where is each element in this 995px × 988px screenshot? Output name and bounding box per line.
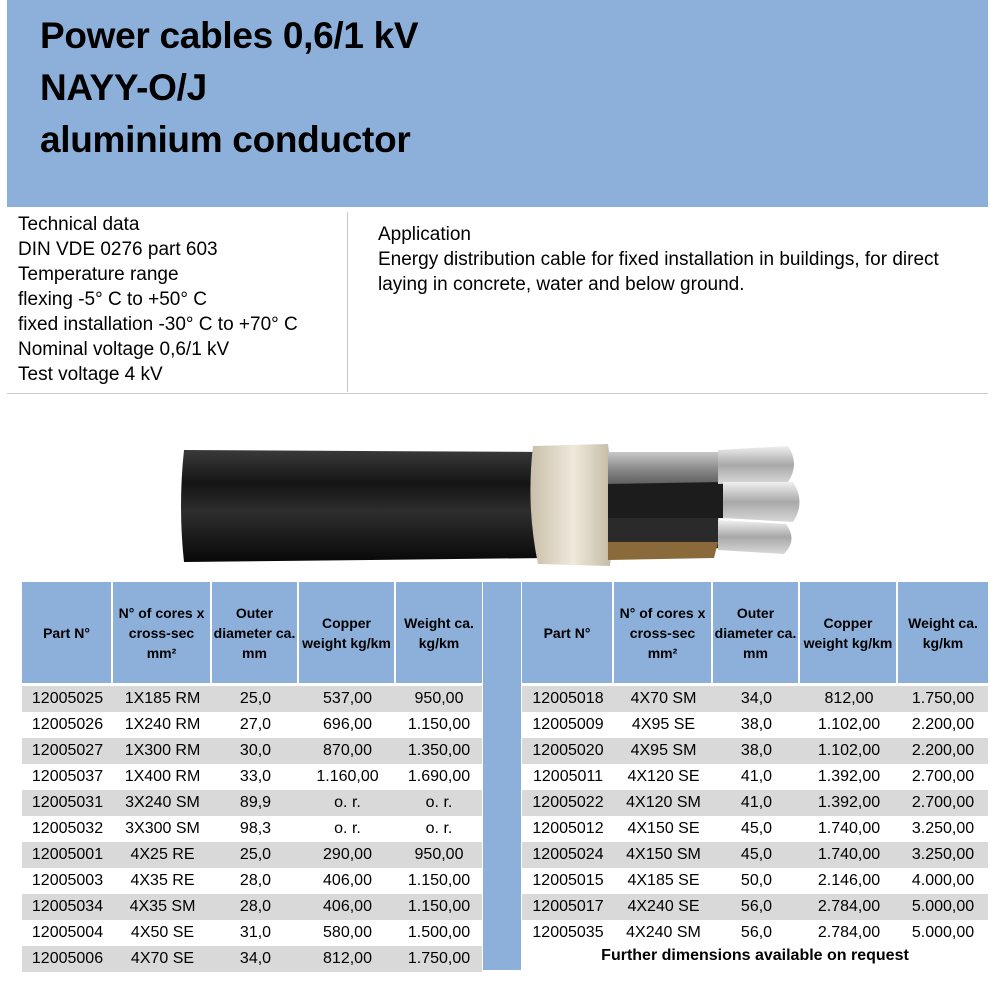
cell-cores: 4X70 SE xyxy=(113,946,212,972)
cell-weight: 1.350,00 xyxy=(396,738,482,764)
table-separator xyxy=(483,582,521,970)
cell-weight: 2.200,00 xyxy=(898,738,988,764)
cell-diameter: 34,0 xyxy=(713,686,800,712)
cell-copper: o. r. xyxy=(299,816,396,842)
cell-diameter: 30,0 xyxy=(212,738,299,764)
cell-weight: o. r. xyxy=(396,790,482,816)
header-part-no: Part N° xyxy=(22,582,113,683)
cell-diameter: 56,0 xyxy=(713,920,800,946)
table-row xyxy=(22,764,482,790)
tech-line: DIN VDE 0276 part 603 xyxy=(18,239,218,260)
header-outer-diameter: Outer diameter ca. mm xyxy=(212,582,299,683)
application-heading: Application xyxy=(378,224,471,245)
cell-copper: o. r. xyxy=(299,790,396,816)
cell-weight: 5.000,00 xyxy=(898,894,988,920)
header-weight: Weight ca. kg/km xyxy=(396,582,482,683)
footnote: Further dimensions available on request xyxy=(522,943,988,969)
page-title xyxy=(40,10,418,166)
tech-line: fixed installation -30° C to +70° C xyxy=(18,314,298,335)
tech-line: Temperature range xyxy=(18,264,179,285)
cell-part-no: 12005001 xyxy=(22,842,113,868)
cell-part-no: 12005004 xyxy=(22,920,113,946)
cell-copper: 1.160,00 xyxy=(299,764,396,790)
table-row xyxy=(22,738,482,764)
cell-cores: 4X240 SE xyxy=(614,894,713,920)
cell-cores: 4X35 SM xyxy=(113,894,212,920)
cell-part-no: 12005012 xyxy=(522,816,614,842)
cell-part-no: 12005011 xyxy=(522,764,614,790)
cell-diameter: 38,0 xyxy=(713,738,800,764)
cell-weight: 2.700,00 xyxy=(898,764,988,790)
cell-weight: 1.150,00 xyxy=(396,712,482,738)
cell-cores: 4X185 SE xyxy=(614,868,713,894)
cell-weight: 1.150,00 xyxy=(396,868,482,894)
cell-weight: 1.750,00 xyxy=(898,686,988,712)
cell-cores: 1X400 RM xyxy=(113,764,212,790)
cell-part-no: 12005025 xyxy=(22,686,113,712)
table-row xyxy=(522,894,988,920)
technical-data xyxy=(18,212,298,387)
cell-copper: 406,00 xyxy=(299,868,396,894)
cell-diameter: 98,3 xyxy=(212,816,299,842)
header-cores: N° of cores x cross-sec mm² xyxy=(113,582,212,683)
cell-part-no: 12005031 xyxy=(22,790,113,816)
cell-cores: 1X300 RM xyxy=(113,738,212,764)
header-part-no: Part N° xyxy=(522,582,614,683)
cell-copper: 1.740,00 xyxy=(800,816,898,842)
cell-diameter: 45,0 xyxy=(713,816,800,842)
cell-weight: 1.150,00 xyxy=(396,894,482,920)
cell-weight: 3.250,00 xyxy=(898,842,988,868)
cell-weight: 2.200,00 xyxy=(898,712,988,738)
table-row xyxy=(522,686,988,712)
cell-copper: 870,00 xyxy=(299,738,396,764)
cell-diameter: 38,0 xyxy=(713,712,800,738)
tech-line: Technical data xyxy=(18,214,140,235)
cable-table-left xyxy=(22,582,482,972)
cell-cores: 4X120 SE xyxy=(614,764,713,790)
tech-line: Nominal voltage 0,6/1 kV xyxy=(18,339,230,360)
cell-diameter: 41,0 xyxy=(713,764,800,790)
table-row xyxy=(22,920,482,946)
cell-weight: 950,00 xyxy=(396,842,482,868)
table-row xyxy=(22,712,482,738)
cell-cores: 1X240 RM xyxy=(113,712,212,738)
cell-part-no: 12005032 xyxy=(22,816,113,842)
cell-diameter: 45,0 xyxy=(713,842,800,868)
cell-copper: 1.392,00 xyxy=(800,764,898,790)
cell-diameter: 34,0 xyxy=(212,946,299,972)
cell-copper: 290,00 xyxy=(299,842,396,868)
cell-cores: 3X300 SM xyxy=(113,816,212,842)
header-copper-weight: Copper weight kg/km xyxy=(800,582,898,683)
cell-copper: 2.784,00 xyxy=(800,920,898,946)
cell-part-no: 12005015 xyxy=(522,868,614,894)
cell-cores: 4X150 SM xyxy=(614,842,713,868)
table-row xyxy=(522,764,988,790)
table-row xyxy=(22,842,482,868)
cell-part-no: 12005018 xyxy=(522,686,614,712)
header-weight: Weight ca. kg/km xyxy=(898,582,988,683)
header-copper-weight: Copper weight kg/km xyxy=(299,582,396,683)
cell-diameter: 56,0 xyxy=(713,894,800,920)
cell-part-no: 12005003 xyxy=(22,868,113,894)
table-row xyxy=(522,738,988,764)
cell-cores: 4X120 SM xyxy=(614,790,713,816)
table-row xyxy=(522,712,988,738)
cell-copper: 2.784,00 xyxy=(800,894,898,920)
cell-part-no: 12005027 xyxy=(22,738,113,764)
tech-line: flexing -5° C to +50° C xyxy=(18,289,207,310)
cell-copper: 812,00 xyxy=(800,686,898,712)
cell-diameter: 25,0 xyxy=(212,686,299,712)
cell-diameter: 28,0 xyxy=(212,868,299,894)
cell-weight: 1.500,00 xyxy=(396,920,482,946)
table-row xyxy=(22,868,482,894)
cell-part-no: 12005020 xyxy=(522,738,614,764)
title-line-1: Power cables 0,6/1 kV xyxy=(40,15,419,56)
cell-cores: 4X150 SE xyxy=(614,816,713,842)
cell-copper: 1.740,00 xyxy=(800,842,898,868)
tech-line: Test voltage 4 kV xyxy=(18,364,163,385)
cell-copper: 2.146,00 xyxy=(800,868,898,894)
cell-cores: 4X50 SE xyxy=(113,920,212,946)
cell-copper: 406,00 xyxy=(299,894,396,920)
cell-weight: 1.750,00 xyxy=(396,946,482,972)
cell-diameter: 31,0 xyxy=(212,920,299,946)
cell-cores: 4X95 SM xyxy=(614,738,713,764)
cell-diameter: 50,0 xyxy=(713,868,800,894)
cell-copper: 812,00 xyxy=(299,946,396,972)
cell-weight: 1.690,00 xyxy=(396,764,482,790)
table-row xyxy=(522,842,988,868)
cell-cores: 4X95 SE xyxy=(614,712,713,738)
cable-table-right xyxy=(522,582,988,946)
cell-copper: 580,00 xyxy=(299,920,396,946)
cell-diameter: 25,0 xyxy=(212,842,299,868)
cable-image xyxy=(178,438,808,573)
table-row xyxy=(522,816,988,842)
table-row xyxy=(22,946,482,972)
cell-weight: 5.000,00 xyxy=(898,920,988,946)
cell-part-no: 12005026 xyxy=(22,712,113,738)
table-row xyxy=(22,894,482,920)
cell-part-no: 12005022 xyxy=(522,790,614,816)
cell-diameter: 27,0 xyxy=(212,712,299,738)
cell-cores: 4X240 SM xyxy=(614,920,713,946)
table-row xyxy=(22,816,482,842)
cell-cores: 4X35 RE xyxy=(113,868,212,894)
cell-part-no: 12005034 xyxy=(22,894,113,920)
cell-weight: o. r. xyxy=(396,816,482,842)
table-row xyxy=(522,790,988,816)
header-cores: N° of cores x cross-sec mm² xyxy=(614,582,713,683)
cell-cores: 4X70 SM xyxy=(614,686,713,712)
cell-cores: 3X240 SM xyxy=(113,790,212,816)
column-divider xyxy=(347,212,348,392)
cell-weight: 950,00 xyxy=(396,686,482,712)
cell-part-no: 12005006 xyxy=(22,946,113,972)
table-row xyxy=(22,790,482,816)
header-outer-diameter: Outer diameter ca. mm xyxy=(713,582,800,683)
title-line-3: aluminium conductor xyxy=(40,119,411,160)
cell-weight: 3.250,00 xyxy=(898,816,988,842)
cell-cores: 4X25 RE xyxy=(113,842,212,868)
cell-copper: 537,00 xyxy=(299,686,396,712)
cell-copper: 696,00 xyxy=(299,712,396,738)
cell-part-no: 12005035 xyxy=(522,920,614,946)
cell-cores: 1X185 RM xyxy=(113,686,212,712)
cell-part-no: 12005024 xyxy=(522,842,614,868)
application-block xyxy=(378,222,978,297)
cell-weight: 4.000,00 xyxy=(898,868,988,894)
cell-part-no: 12005017 xyxy=(522,894,614,920)
table-row xyxy=(22,686,482,712)
cell-copper: 1.102,00 xyxy=(800,738,898,764)
cell-part-no: 12005037 xyxy=(22,764,113,790)
cell-diameter: 89,9 xyxy=(212,790,299,816)
section-divider xyxy=(7,393,988,394)
title-line-2: NAYY-O/J xyxy=(40,67,207,108)
cell-diameter: 28,0 xyxy=(212,894,299,920)
cell-diameter: 41,0 xyxy=(713,790,800,816)
cell-copper: 1.102,00 xyxy=(800,712,898,738)
cell-weight: 2.700,00 xyxy=(898,790,988,816)
cell-diameter: 33,0 xyxy=(212,764,299,790)
table-row xyxy=(522,868,988,894)
cell-copper: 1.392,00 xyxy=(800,790,898,816)
application-text: Energy distribution cable for fixed installation in buildings, for direct laying in concrete, water and below ground. xyxy=(378,249,939,295)
cell-part-no: 12005009 xyxy=(522,712,614,738)
